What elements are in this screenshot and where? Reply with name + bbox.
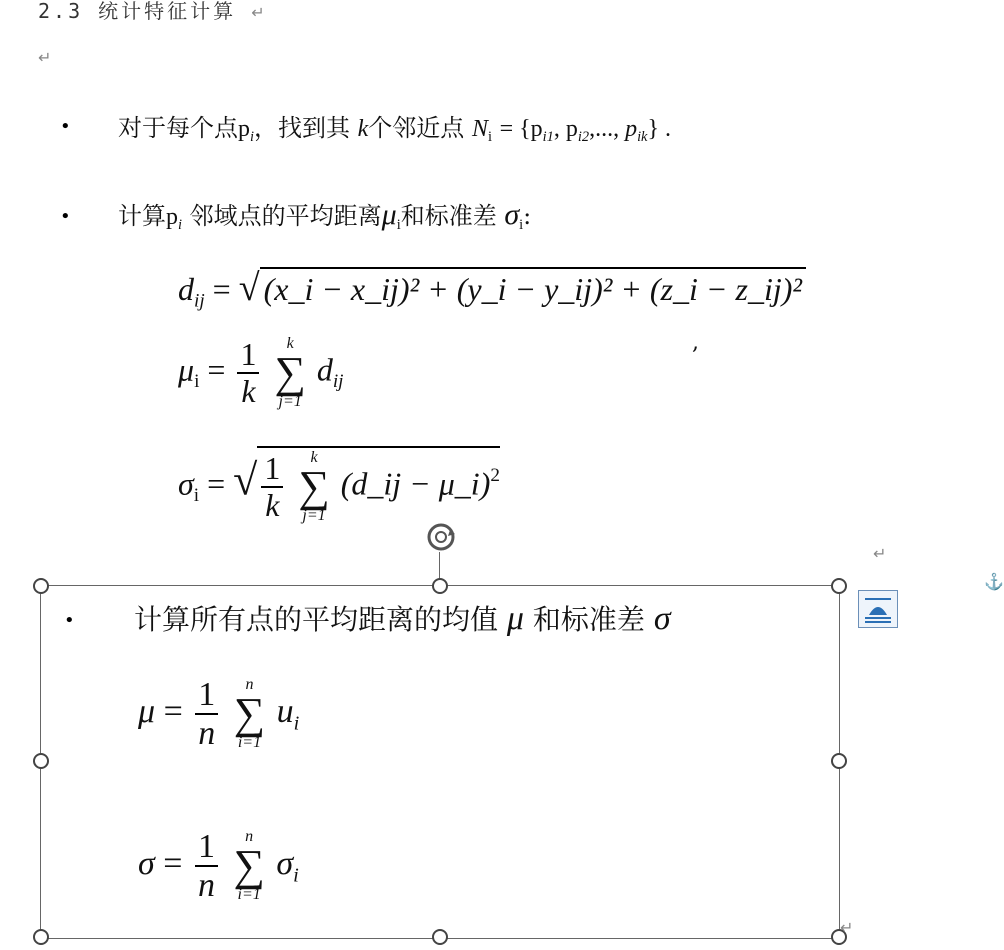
return-mark-icon: ↵	[840, 918, 854, 937]
resize-handle-top-left[interactable]	[33, 578, 49, 594]
resize-handle-bottom-left[interactable]	[33, 929, 49, 945]
item-2-text: 计算$p_i$ 邻域点的平均距离$\mu_i$和标准差 $\sigma_i$:	[118, 198, 532, 234]
section-heading	[38, 0, 268, 24]
item-1-text: 对于每个点$p_i$，找到其 k个邻近点 $N_i = \{p_{i1}$, $p_{i2}$,..., $p_{ik}$} .	[118, 114, 671, 146]
layout-options-icon	[859, 591, 897, 627]
anchor-icon: ⚓	[984, 572, 1004, 591]
formula-std-local: $\sigma_i$ = √ $\frac{1}{k}$ k ∑ j=1 (d_ij − μ_i)$^2$	[178, 446, 500, 524]
resize-handle-top-right[interactable]	[831, 578, 847, 594]
resize-handle-top[interactable]	[432, 578, 448, 594]
layout-options-button[interactable]	[858, 590, 898, 628]
return-mark-icon: ↵	[38, 48, 52, 67]
return-mark-icon: ↵	[251, 3, 268, 22]
item-3-text: 计算所有点的平均距离的均值 μ 和标准差 σ	[134, 600, 671, 637]
bullet-icon: •	[64, 610, 75, 631]
resize-handle-right[interactable]	[831, 753, 847, 769]
formula-mean-global: μ = $\frac{1}{n}$ n ∑ i=1 $u_i$	[138, 676, 300, 753]
resize-handle-left[interactable]	[33, 753, 49, 769]
bullet-icon: •	[60, 116, 71, 137]
formula-std-global: σ = $\frac{1}{n}$ n ∑ i=1 $\sigma_i$	[138, 828, 299, 905]
rotate-handle-icon[interactable]	[424, 520, 458, 554]
formula-distance: $d_{ij}$ = √ (x_i − x_ij)² + (y_i − y_ij)² + (z_i − z_ij)²	[178, 266, 806, 313]
formula-mean-local: $\mu_i$ = $\frac{1}{k}$ k ∑ j=1 $d_{ij}$	[178, 335, 344, 410]
return-mark-icon: ↵	[873, 544, 887, 563]
bullet-icon: •	[60, 206, 71, 227]
resize-handle-bottom[interactable]	[432, 929, 448, 945]
comma-mark: ,	[692, 330, 699, 355]
heading-text: 2.3 统计特征计算	[38, 0, 237, 23]
